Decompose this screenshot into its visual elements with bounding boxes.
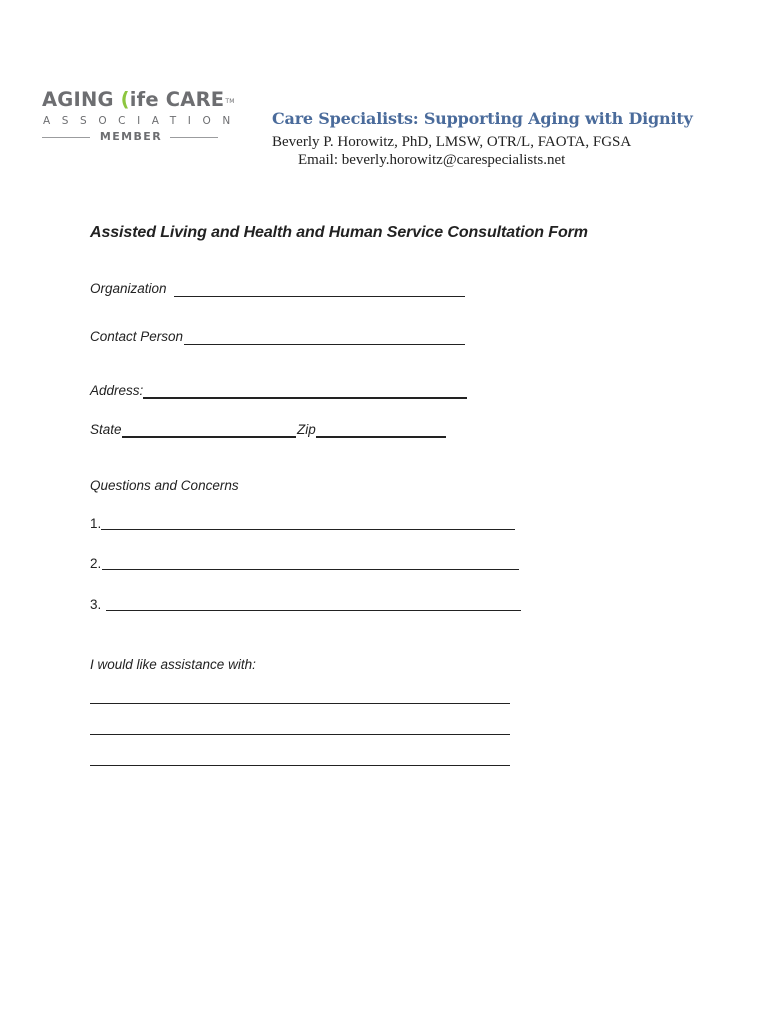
logo-rule-right (170, 137, 218, 138)
logo-swoosh-icon: ( (120, 88, 130, 111)
address-field[interactable] (143, 397, 467, 399)
questions-heading: Questions and Concerns (90, 478, 239, 493)
question-field-3[interactable] (106, 610, 521, 611)
logo-association-text: ASSOCIATION (43, 115, 242, 127)
question-field-1[interactable] (101, 529, 515, 530)
assistance-field-2[interactable] (90, 734, 510, 735)
form-title: Assisted Living and Health and Human Service Consultation Form (90, 224, 588, 241)
address-label: Address: (90, 383, 144, 398)
assistance-field-3[interactable] (90, 765, 510, 766)
logo-wordmark: AGING (ife CARE™ (42, 88, 235, 111)
question-number-3: 3. (90, 597, 102, 612)
assistance-label: I would like assistance with: (90, 657, 256, 672)
consultant-name: Beverly P. Horowitz, PhD, LMSW, OTR/L, FAOTA, FGSA (272, 134, 632, 150)
logo-rule-left (42, 137, 90, 138)
state-label: State (90, 422, 122, 437)
zip-field[interactable] (316, 436, 446, 438)
contact-person-label: Contact Person (90, 329, 184, 344)
organization-label: Organization (90, 281, 167, 296)
question-number-1: 1. (90, 516, 102, 531)
contact-person-field[interactable] (184, 344, 465, 345)
organization-field[interactable] (174, 296, 465, 297)
aging-life-care-logo (42, 88, 242, 150)
question-number-2: 2. (90, 556, 102, 571)
question-field-2[interactable] (102, 569, 519, 570)
logo-member-text: MEMBER (99, 130, 163, 143)
organization-title: Care Specialists: Supporting Aging with Dignity (272, 109, 693, 128)
assistance-field-1[interactable] (90, 703, 510, 704)
consultant-email: Email: beverly.horowitz@carespecialists.net (298, 152, 566, 168)
zip-label: Zip (297, 422, 316, 437)
state-field[interactable] (122, 436, 296, 438)
logo-member-row (42, 130, 220, 144)
